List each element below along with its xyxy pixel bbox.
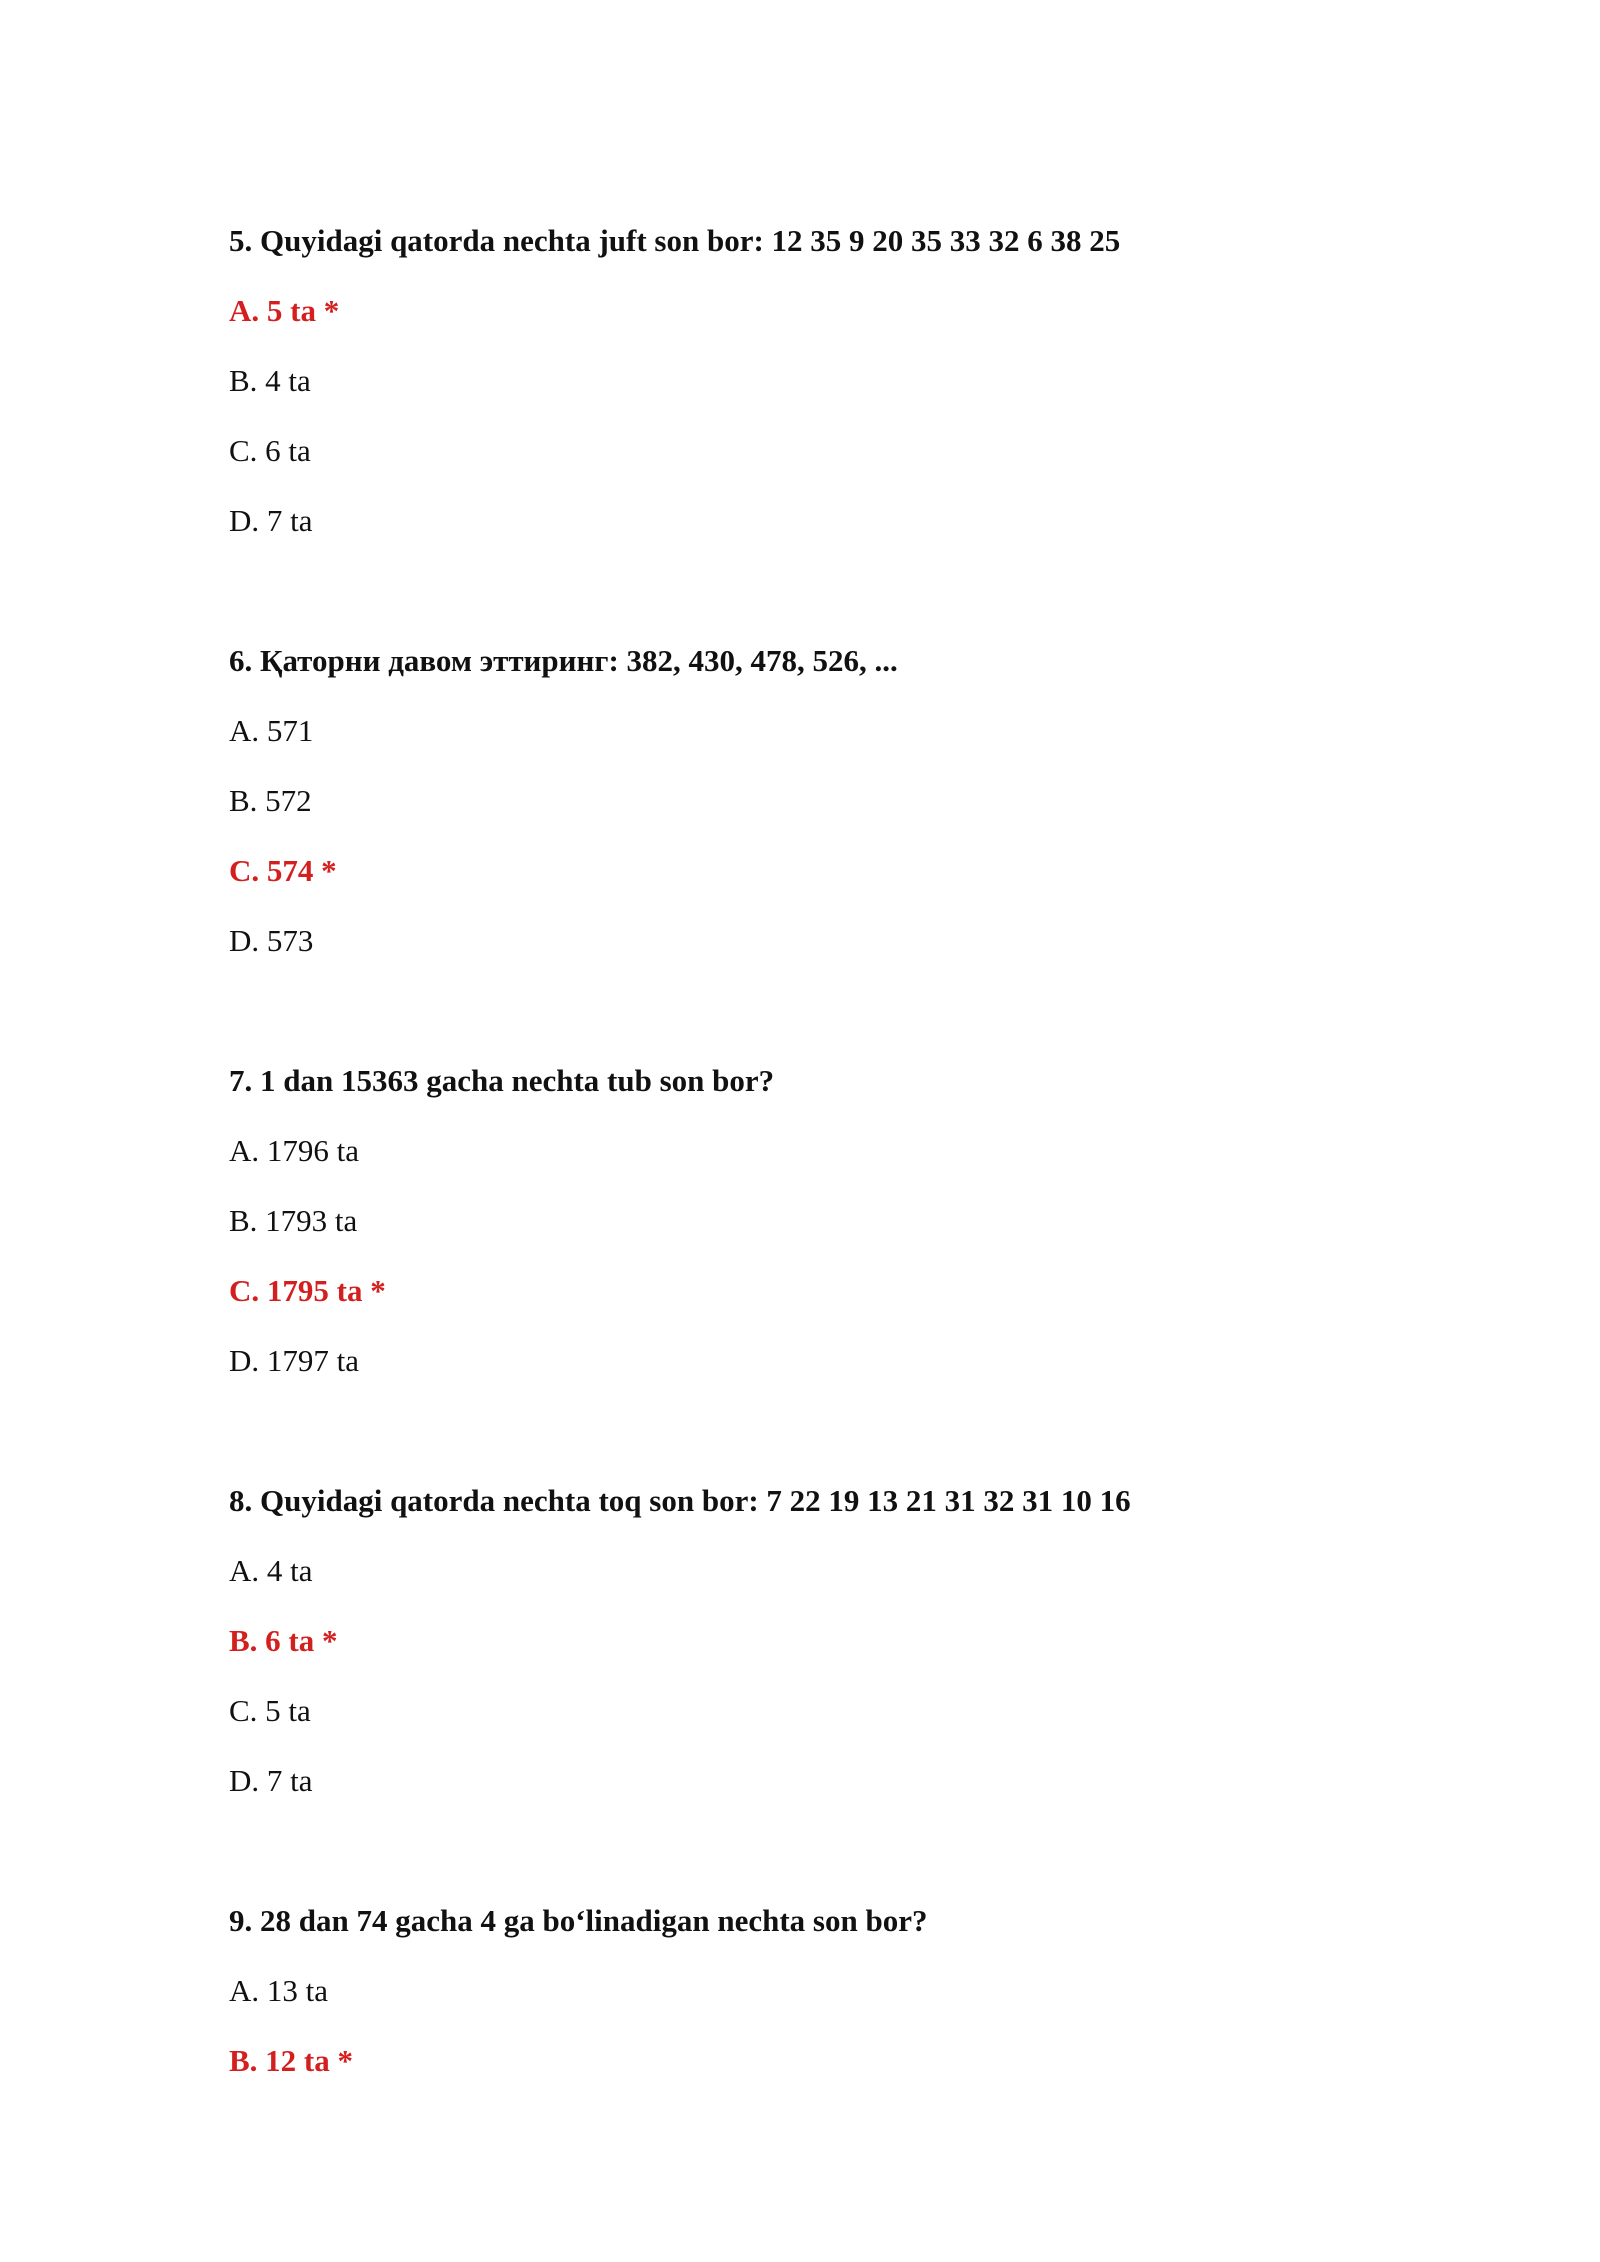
option-a: A. 571 xyxy=(229,713,314,748)
option-d: D. 1797 ta xyxy=(229,1343,360,1378)
question-9 xyxy=(229,1901,1529,2081)
option-c: C. 6 ta xyxy=(229,433,311,468)
question-text: 7. 1 dan 15363 gacha nechta tub son bor? xyxy=(229,1063,775,1098)
option-d: D. 7 ta xyxy=(229,503,313,538)
question-text: 8. Quyidagi qatorda nechta toq son bor: 7 22 19 13 21 31 32 31 10 16 xyxy=(229,1483,1131,1518)
question-5 xyxy=(229,221,1529,541)
option-c-correct: C. 1795 ta * xyxy=(229,1273,386,1308)
option-b: B. 572 xyxy=(229,783,312,818)
option-b-correct: B. 6 ta * xyxy=(229,1623,338,1658)
option-c: C. 5 ta xyxy=(229,1693,311,1728)
question-6 xyxy=(229,641,1529,961)
question-7 xyxy=(229,1061,1529,1381)
option-b: B. 4 ta xyxy=(229,363,311,398)
question-text: 5. Quyidagi qatorda nechta juft son bor: 12 35 9 20 35 33 32 6 38 25 xyxy=(229,223,1121,258)
option-b: B. 1793 ta xyxy=(229,1203,358,1238)
option-d: D. 573 xyxy=(229,923,314,958)
option-c-correct: C. 574 * xyxy=(229,853,337,888)
question-text: 6. Қаторни давом эттиринг: 382, 430, 478, 526, ... xyxy=(229,643,898,678)
question-text: 9. 28 dan 74 gacha 4 ga bo‘linadigan nechta son bor? xyxy=(229,1903,928,1938)
option-a: A. 1796 ta xyxy=(229,1133,360,1168)
option-d: D. 7 ta xyxy=(229,1763,313,1798)
option-a-correct: A. 5 ta * xyxy=(229,293,340,328)
option-b-correct: B. 12 ta * xyxy=(229,2043,353,2078)
option-a: A. 13 ta xyxy=(229,1973,329,2008)
question-8 xyxy=(229,1481,1529,1801)
option-a: A. 4 ta xyxy=(229,1553,313,1588)
